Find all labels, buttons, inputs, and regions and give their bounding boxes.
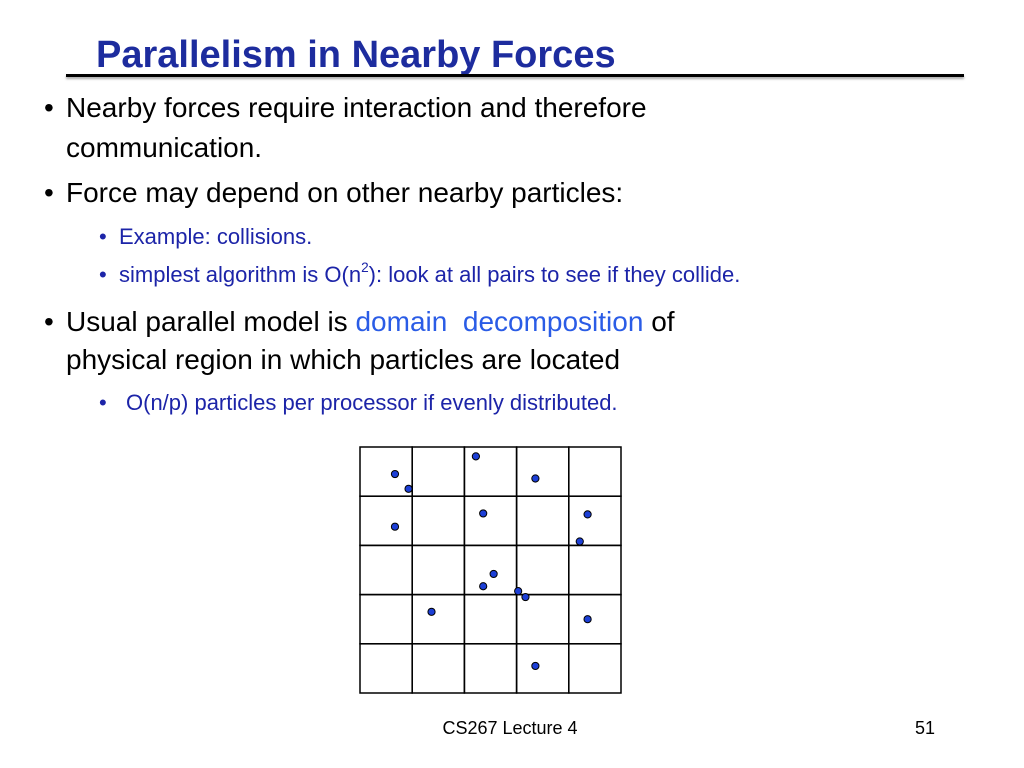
grid-cell: [517, 595, 569, 644]
bullet-text: [66, 303, 675, 340]
grid-cell: [464, 496, 516, 545]
algorithm-text-post: ): look at all pairs to see if they collide.: [368, 262, 741, 287]
bullet-text: Nearby forces require interaction and therefore: [66, 92, 647, 123]
bullet-dot: •: [44, 306, 54, 337]
grid-cell: [569, 447, 621, 496]
highlight-gap: [447, 306, 463, 337]
footer-lecture: CS267 Lecture 4: [442, 718, 578, 738]
particle-dot: [584, 616, 591, 623]
grid-cell: [412, 644, 464, 693]
grid-cell: [517, 496, 569, 545]
grid-cell: [569, 644, 621, 693]
grid-cell: [464, 545, 516, 594]
bullet-text: [119, 261, 740, 289]
grid-cell: [464, 447, 516, 496]
particle-dot: [515, 588, 522, 595]
bullet-dot: •: [99, 390, 107, 415]
particle-dot: [480, 510, 487, 517]
highlight-domain: domain: [355, 306, 448, 337]
grid-cell: [569, 496, 621, 545]
grid-cell: [412, 447, 464, 496]
model-text-pre: Usual parallel model is: [66, 306, 356, 337]
particle-dot: [576, 538, 583, 545]
particle-dot: [391, 470, 398, 477]
particle-dot: [522, 593, 529, 600]
page-number: 51: [914, 718, 935, 738]
bullet-dot: •: [99, 262, 107, 287]
grid-cell: [569, 595, 621, 644]
algorithm-text-pre: simplest algorithm is O(n: [119, 262, 362, 287]
grid-cell: [517, 545, 569, 594]
grid-cell: [517, 644, 569, 693]
model-text-post: of: [643, 306, 675, 337]
bullet-text: communication.: [66, 132, 263, 163]
particle-dot: [391, 523, 398, 530]
particle-dot: [584, 511, 591, 518]
grid-cell: [360, 496, 412, 545]
particle-dot: [472, 453, 479, 460]
bullet-text: Force may depend on other nearby particles:: [66, 177, 624, 208]
particle-dot: [405, 485, 412, 492]
grid-cell: [360, 595, 412, 644]
grid-cell: [464, 644, 516, 693]
exponent: 2: [361, 260, 369, 276]
grid-cell: [412, 545, 464, 594]
bullet-text: Example: collisions.: [119, 224, 313, 249]
domain-grid: [359, 446, 622, 694]
slide-title: Parallelism in Nearby Forces: [96, 34, 616, 76]
bullet-dot: •: [44, 92, 54, 123]
particle-dot: [490, 570, 497, 577]
bullet-dot: •: [99, 224, 107, 249]
grid-cell: [360, 644, 412, 693]
particle-dot: [532, 662, 539, 669]
bullet-text: O(n/p) particles per processor if evenly distributed.: [126, 390, 618, 415]
particle-dot: [428, 608, 435, 615]
bullet-dot: •: [44, 177, 54, 208]
particle-dot: [532, 475, 539, 482]
grid-cell: [517, 447, 569, 496]
grid-cell: [360, 447, 412, 496]
particle-dot: [480, 583, 487, 590]
grid-cell: [412, 496, 464, 545]
grid-cell: [412, 595, 464, 644]
grid-cell: [360, 545, 412, 594]
highlight-decomposition: decomposition: [462, 306, 644, 337]
bullet-text: physical region in which particles are located: [66, 344, 621, 375]
grid-cell: [569, 545, 621, 594]
title-underline: [66, 74, 964, 77]
grid-cell: [464, 595, 516, 644]
domain-grid-figure: [359, 446, 622, 694]
